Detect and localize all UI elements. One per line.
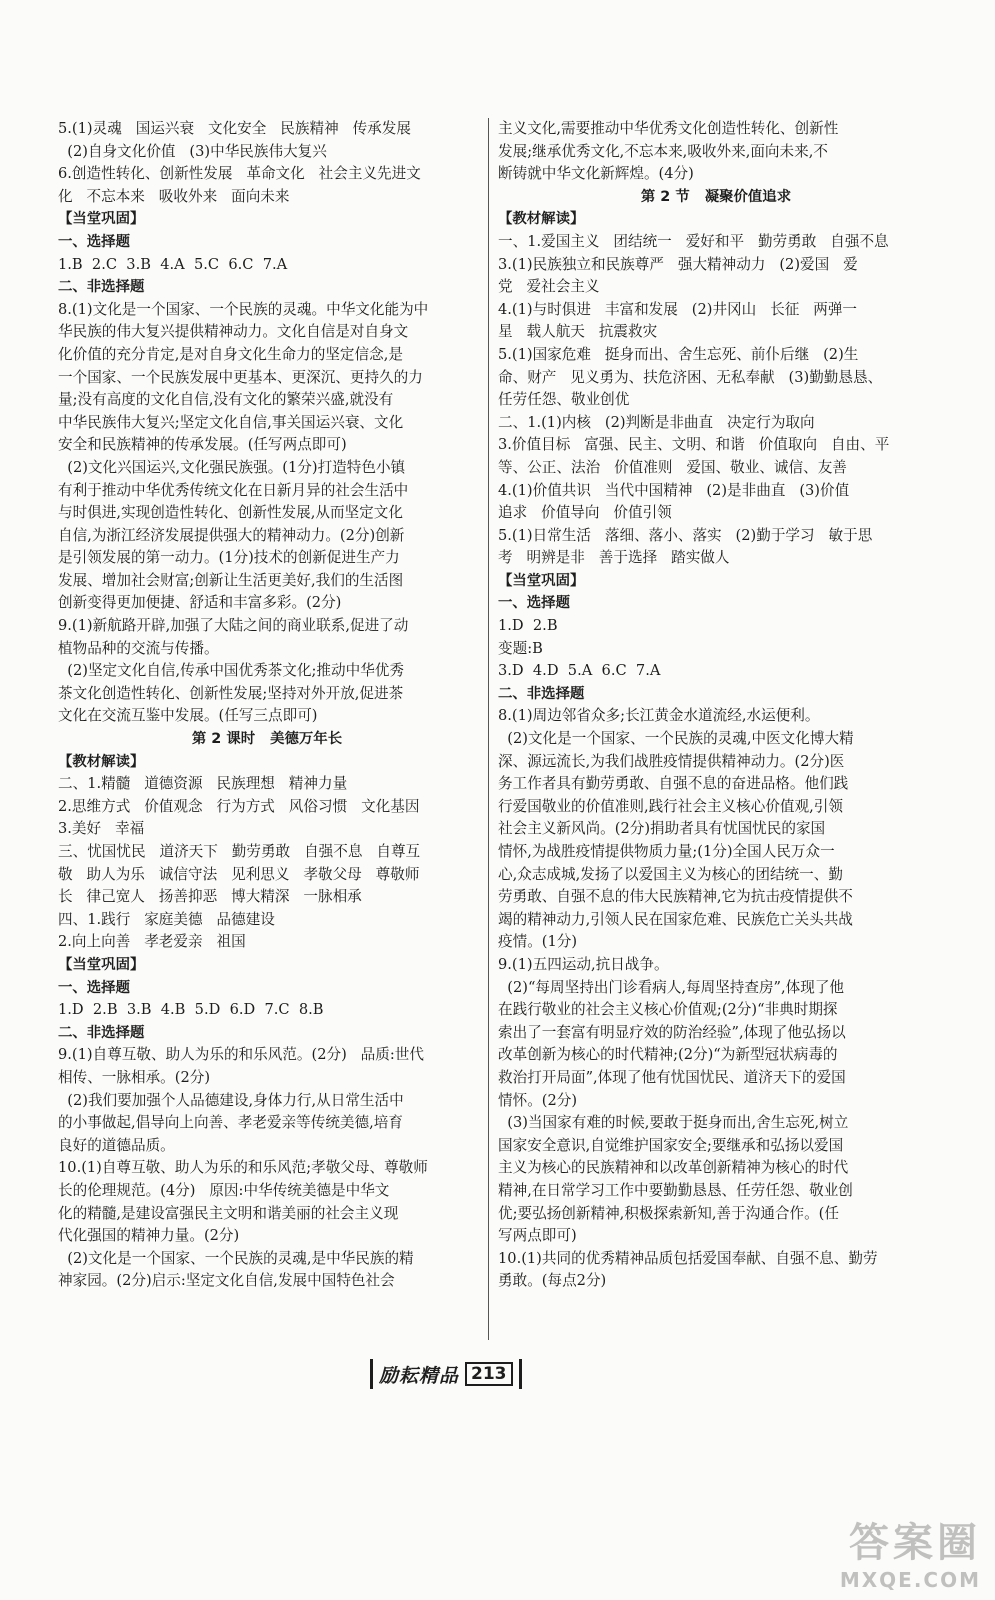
answer-line: 劳勇敢、自强不息的伟大民族精神,它为抗击疫情提供不 bbox=[498, 888, 853, 906]
answer-line: 4.(1)价值共识 当代中国精神 (2)是非曲直 (3)价值 bbox=[498, 481, 850, 499]
answer-line: 精神,在日常学习工作中要勤勤恳恳、任劳任怨、敬业创 bbox=[498, 1181, 853, 1199]
answer-line: 敬 助人为乐 诚信守法 见利思义 孝敬父母 尊敬师 bbox=[58, 865, 420, 883]
answer-line: (2)坚定文化自信,传承中国优秀茶文化;推动中华优秀 bbox=[58, 662, 404, 680]
watermark-logo bbox=[840, 1511, 981, 1592]
answer-line: 国家安全意识,自觉维护国家安全;要继承和弘扬以爱国 bbox=[498, 1136, 844, 1154]
answer-line: 务工作者具有勤劳勇敢、自强不息的奋进品格。他们践 bbox=[498, 775, 849, 793]
answer-line: (3)当国家有难的时候,要敢于挺身而出,舍生忘死,树立 bbox=[498, 1114, 849, 1132]
answer-line: 情怀。(2分) bbox=[498, 1091, 578, 1109]
section-heading: 二、非选择题 bbox=[498, 685, 585, 702]
footer-brand: 励耘精品 bbox=[379, 1364, 460, 1387]
answer-line: 华民族的伟大复兴提供精神动力。文化自信是对自身文 bbox=[58, 323, 409, 341]
answer-line: 主义为核心的民族精神和以改革创新精神为核心的时代 bbox=[498, 1159, 849, 1177]
answer-line: 优;要弘扬创新精神,积极探索新知,善于沟通合作。(任 bbox=[498, 1204, 839, 1222]
answer-line: 8.(1)文化是一个国家、一个民族的灵魂。中华文化能为中 bbox=[58, 300, 429, 318]
answer-line: 9.(1)五四运动,抗日战争。 bbox=[498, 955, 669, 973]
answer-line: 2.向上向善 孝老爱亲 祖国 bbox=[58, 933, 246, 951]
answer-line: 5.(1)灵魂 国运兴衰 文化安全 民族精神 传承发展 bbox=[58, 120, 411, 137]
answer-line: 写两点即可) bbox=[498, 1227, 577, 1245]
answer-line: (2)我们要加强个人品德建设,身体力行,从日常生活中 bbox=[58, 1091, 404, 1109]
answer-line: 化的精髓,是建设富强民主文明和谐美丽的社会主义现 bbox=[58, 1204, 399, 1222]
answer-line: 是引领发展的第一动力。(1分)技术的创新促进生产力 bbox=[58, 549, 400, 567]
answer-line: 行爱国敬业的价值准则,践行社会主义核心价值观,引领 bbox=[498, 797, 843, 815]
answer-line: 长 律己宽人 扬善抑恶 博大精深 一脉相承 bbox=[58, 888, 362, 906]
page-footer bbox=[370, 1358, 522, 1390]
answer-line: 断铸就中华文化新辉煌。(4分) bbox=[498, 165, 694, 183]
section-heading: 一、选择题 bbox=[58, 979, 130, 996]
answer-line: 考 明辨是非 善于选择 踏实做人 bbox=[498, 549, 730, 567]
section-heading: 二、非选择题 bbox=[58, 1024, 145, 1041]
answer-line: 深、源远流长,为我们战胜疫情提供精神动力。(2分)医 bbox=[498, 752, 845, 770]
answer-line: 情怀,为战胜疫情提供物质力量;(1分)全国人民万众一 bbox=[498, 843, 835, 860]
answer-line: 一个国家、一个民族发展中更基本、更深沉、更持久的力 bbox=[58, 368, 423, 386]
section-heading: 【当堂巩固】 bbox=[58, 211, 145, 228]
answer-line: 追求 价值导向 价值引领 bbox=[498, 504, 672, 522]
answer-line: 二、1.(1)内核 (2)判断是非曲直 决定行为取向 bbox=[498, 413, 815, 431]
answer-line: (2)自身文化价值 (3)中华民族伟大复兴 bbox=[58, 142, 327, 160]
answer-line: 1.D 2.B bbox=[498, 617, 558, 635]
answer-line: 党 爱社会主义 bbox=[498, 278, 600, 296]
footer-bar-right bbox=[519, 1359, 522, 1389]
answer-line: 相传、一脉相承。(2分) bbox=[58, 1068, 211, 1086]
section-heading: 一、选择题 bbox=[58, 233, 130, 250]
answer-line: 4.(1)与时俱进 丰富和发展 (2)井冈山 长征 两弹一 bbox=[498, 300, 858, 318]
answer-line: (2)文化是一个国家、一个民族的灵魂,是中华民族的精 bbox=[58, 1249, 414, 1267]
answer-line: (2)文化兴国运兴,文化强民族强。(1分)打造特色小镇 bbox=[58, 458, 406, 476]
answer-line: 与时俱进,实现创造性转化、创新性发展,从而坚定文化 bbox=[58, 504, 403, 522]
answer-line: 茶文化创造性转化、创新性发展;坚持对外开放,促进茶 bbox=[58, 684, 404, 702]
answer-line: 有利于推动中华优秀传统文化在日新月异的社会生活中 bbox=[58, 481, 409, 499]
answer-line: 创新变得更加便捷、舒适和丰富多彩。(2分) bbox=[58, 594, 342, 612]
answer-line: 在践行敬业的社会主义核心价值观;(2分)“非典时期探 bbox=[498, 1001, 838, 1019]
answer-line: 主义文化,需要推动中华优秀文化创造性转化、创新性 bbox=[498, 120, 839, 137]
answer-line: 勇敢。(每点2分) bbox=[498, 1272, 607, 1290]
section-heading: 【当堂巩固】 bbox=[58, 956, 145, 973]
answer-line: 1.B 2.C 3.B 4.A 5.C 6.C 7.A bbox=[58, 255, 288, 273]
answer-line: 命、财产 见义勇为、扶危济困、无私奉献 (3)勤勤恳恳、 bbox=[498, 368, 883, 386]
answer-line: 一、1.爱国主义 团结统一 爱好和平 勤劳勇敢 自强不息 bbox=[498, 232, 889, 250]
section-heading: 【教材解读】 bbox=[498, 211, 585, 228]
answer-line: 星 载人航天 抗震救灾 bbox=[498, 323, 658, 341]
answer-line: 2.思维方式 价值观念 行为方式 风俗习惯 文化基因 bbox=[58, 797, 420, 815]
column-divider bbox=[488, 118, 489, 1340]
answer-line: 文化在交流互鉴中发展。(任写三点即可) bbox=[58, 707, 318, 725]
answer-line: 化价值的充分肯定,是对自身文化生命力的坚定信念,是 bbox=[58, 345, 403, 363]
answer-line: 1.D 2.B 3.B 4.B 5.D 6.D 7.C 8.B bbox=[58, 1001, 324, 1019]
answer-line: 10.(1)自尊互敬、助人为乐的和乐风范;孝敬父母、尊敬师 bbox=[58, 1159, 428, 1177]
left-column bbox=[58, 118, 476, 1293]
answer-line: (2)“每周坚持出门诊看病人,每周坚持查房”,体现了他 bbox=[498, 978, 845, 996]
answer-line: 3.价值目标 富强、民主、文明、和谐 价值取向 自由、平 bbox=[498, 436, 890, 454]
answer-line: 疫情。(1分) bbox=[498, 933, 578, 951]
answer-line: 等、公正、法治 价值准则 爱国、敬业、诚信、友善 bbox=[498, 458, 847, 476]
answer-line: 神家园。(2分)启示:坚定文化自信,发展中国特色社会 bbox=[58, 1272, 395, 1290]
answer-line: 5.(1)国家危难 挺身而出、舍生忘死、前仆后继 (2)生 bbox=[498, 345, 859, 363]
answer-line: 良好的道德品质。 bbox=[58, 1136, 175, 1154]
answer-line: 量;没有高度的文化自信,没有文化的繁荣兴盛,就没有 bbox=[58, 391, 394, 409]
answer-line: 代化强国的精神力量。(2分) bbox=[58, 1227, 240, 1245]
answer-line: 社会主义新风尚。(2分)捐助者具有忧国忧民的家国 bbox=[498, 820, 826, 838]
answer-line: 索出了一套富有明显疗效的防治经验”,体现了他弘扬以 bbox=[498, 1023, 846, 1041]
section-heading: 一、选择题 bbox=[498, 595, 570, 612]
footer-bar-left bbox=[370, 1359, 373, 1389]
answer-line: 任劳任怨、敬业创优 bbox=[498, 391, 630, 409]
watermark-text: 答案圈 bbox=[849, 1520, 981, 1566]
answer-line: 发展、增加社会财富;创新让生活更美好,我们的生活图 bbox=[58, 571, 404, 589]
answer-line: 三、忧国忧民 道济天下 勤劳勇敢 自强不息 自尊互 bbox=[58, 843, 421, 860]
answer-line: 9.(1)自尊互敬、助人为乐的和乐风范。(2分) 品质:世代 bbox=[58, 1046, 424, 1064]
answer-line: 竭的精神动力,引领人民在国家危难、民族危亡关头共战 bbox=[498, 910, 853, 928]
lesson-title: 第 2 课时 美德万年长 bbox=[191, 731, 343, 748]
answer-line: 3.美好 幸福 bbox=[58, 820, 145, 838]
answer-line: 救治打开局面”,体现了他有忧国忧民、道济天下的爱国 bbox=[498, 1068, 846, 1086]
answer-line: 发展;继承优秀文化,不忘本来,吸收外来,面向未来,不 bbox=[498, 142, 828, 160]
answer-line: 3.D 4.D 5.A 6.C 7.A bbox=[498, 662, 661, 680]
answer-line: 6.创造性转化、创新性发展 革命文化 社会主义先进文 bbox=[58, 165, 421, 183]
answer-line: 心,众志成城,发扬了以爱国主义为核心的团结统一、勤 bbox=[498, 865, 843, 883]
answer-line: 中华民族伟大复兴;坚定文化自信,事关国运兴衰、文化 bbox=[58, 413, 404, 431]
answer-line: 9.(1)新航路开辟,加强了大陆之间的商业联系,促进了动 bbox=[58, 617, 409, 635]
answer-line: 8.(1)周边邻省众多;长江黄金水道流经,水运便利。 bbox=[498, 707, 820, 725]
section-heading: 【教材解读】 bbox=[58, 753, 145, 770]
section-heading: 二、非选择题 bbox=[58, 279, 145, 296]
answer-line: 5.(1)日常生活 落细、落小、落实 (2)勤于学习 敏于思 bbox=[498, 526, 873, 544]
answer-line: 长的伦理规范。(4分) 原因:中华传统美德是中华文 bbox=[58, 1181, 390, 1199]
page-number: 213 bbox=[465, 1362, 513, 1386]
answer-line: 3.(1)民族独立和民族尊严 强大精神动力 (2)爱国 爱 bbox=[498, 255, 858, 273]
answer-line: (2)文化是一个国家、一个民族的灵魂,中医文化博大精 bbox=[498, 730, 854, 748]
answer-line: 改革创新为核心的时代精神;(2分)“为新型冠状病毒的 bbox=[498, 1046, 838, 1064]
section-heading: 【当堂巩固】 bbox=[498, 572, 585, 589]
answer-line: 自信,为浙江经济发展提供强大的精神动力。(2分)创新 bbox=[58, 526, 405, 544]
watermark-url: MXQE.COM bbox=[839, 1568, 981, 1592]
answer-line: 变题:B bbox=[498, 639, 543, 657]
answer-line: 二、1.精髓 道德资源 民族理想 精神力量 bbox=[58, 775, 348, 793]
answer-line: 化 不忘本来 吸收外来 面向未来 bbox=[58, 187, 290, 205]
answer-line: 植物品种的交流与传播。 bbox=[58, 639, 219, 657]
right-column bbox=[498, 118, 934, 1293]
answer-line: 的小事做起,倡导向上向善、孝老爱亲等传统美德,培育 bbox=[58, 1114, 403, 1132]
answer-line: 10.(1)共同的优秀精神品质包括爱国奉献、自强不息、勤劳 bbox=[498, 1249, 878, 1267]
answer-line: 安全和民族精神的传承发展。(任写两点即可) bbox=[58, 436, 347, 454]
lesson-title: 第 2 节 凝聚价值追求 bbox=[640, 188, 792, 205]
answer-line: 四、1.践行 家庭美德 品德建设 bbox=[58, 910, 275, 928]
